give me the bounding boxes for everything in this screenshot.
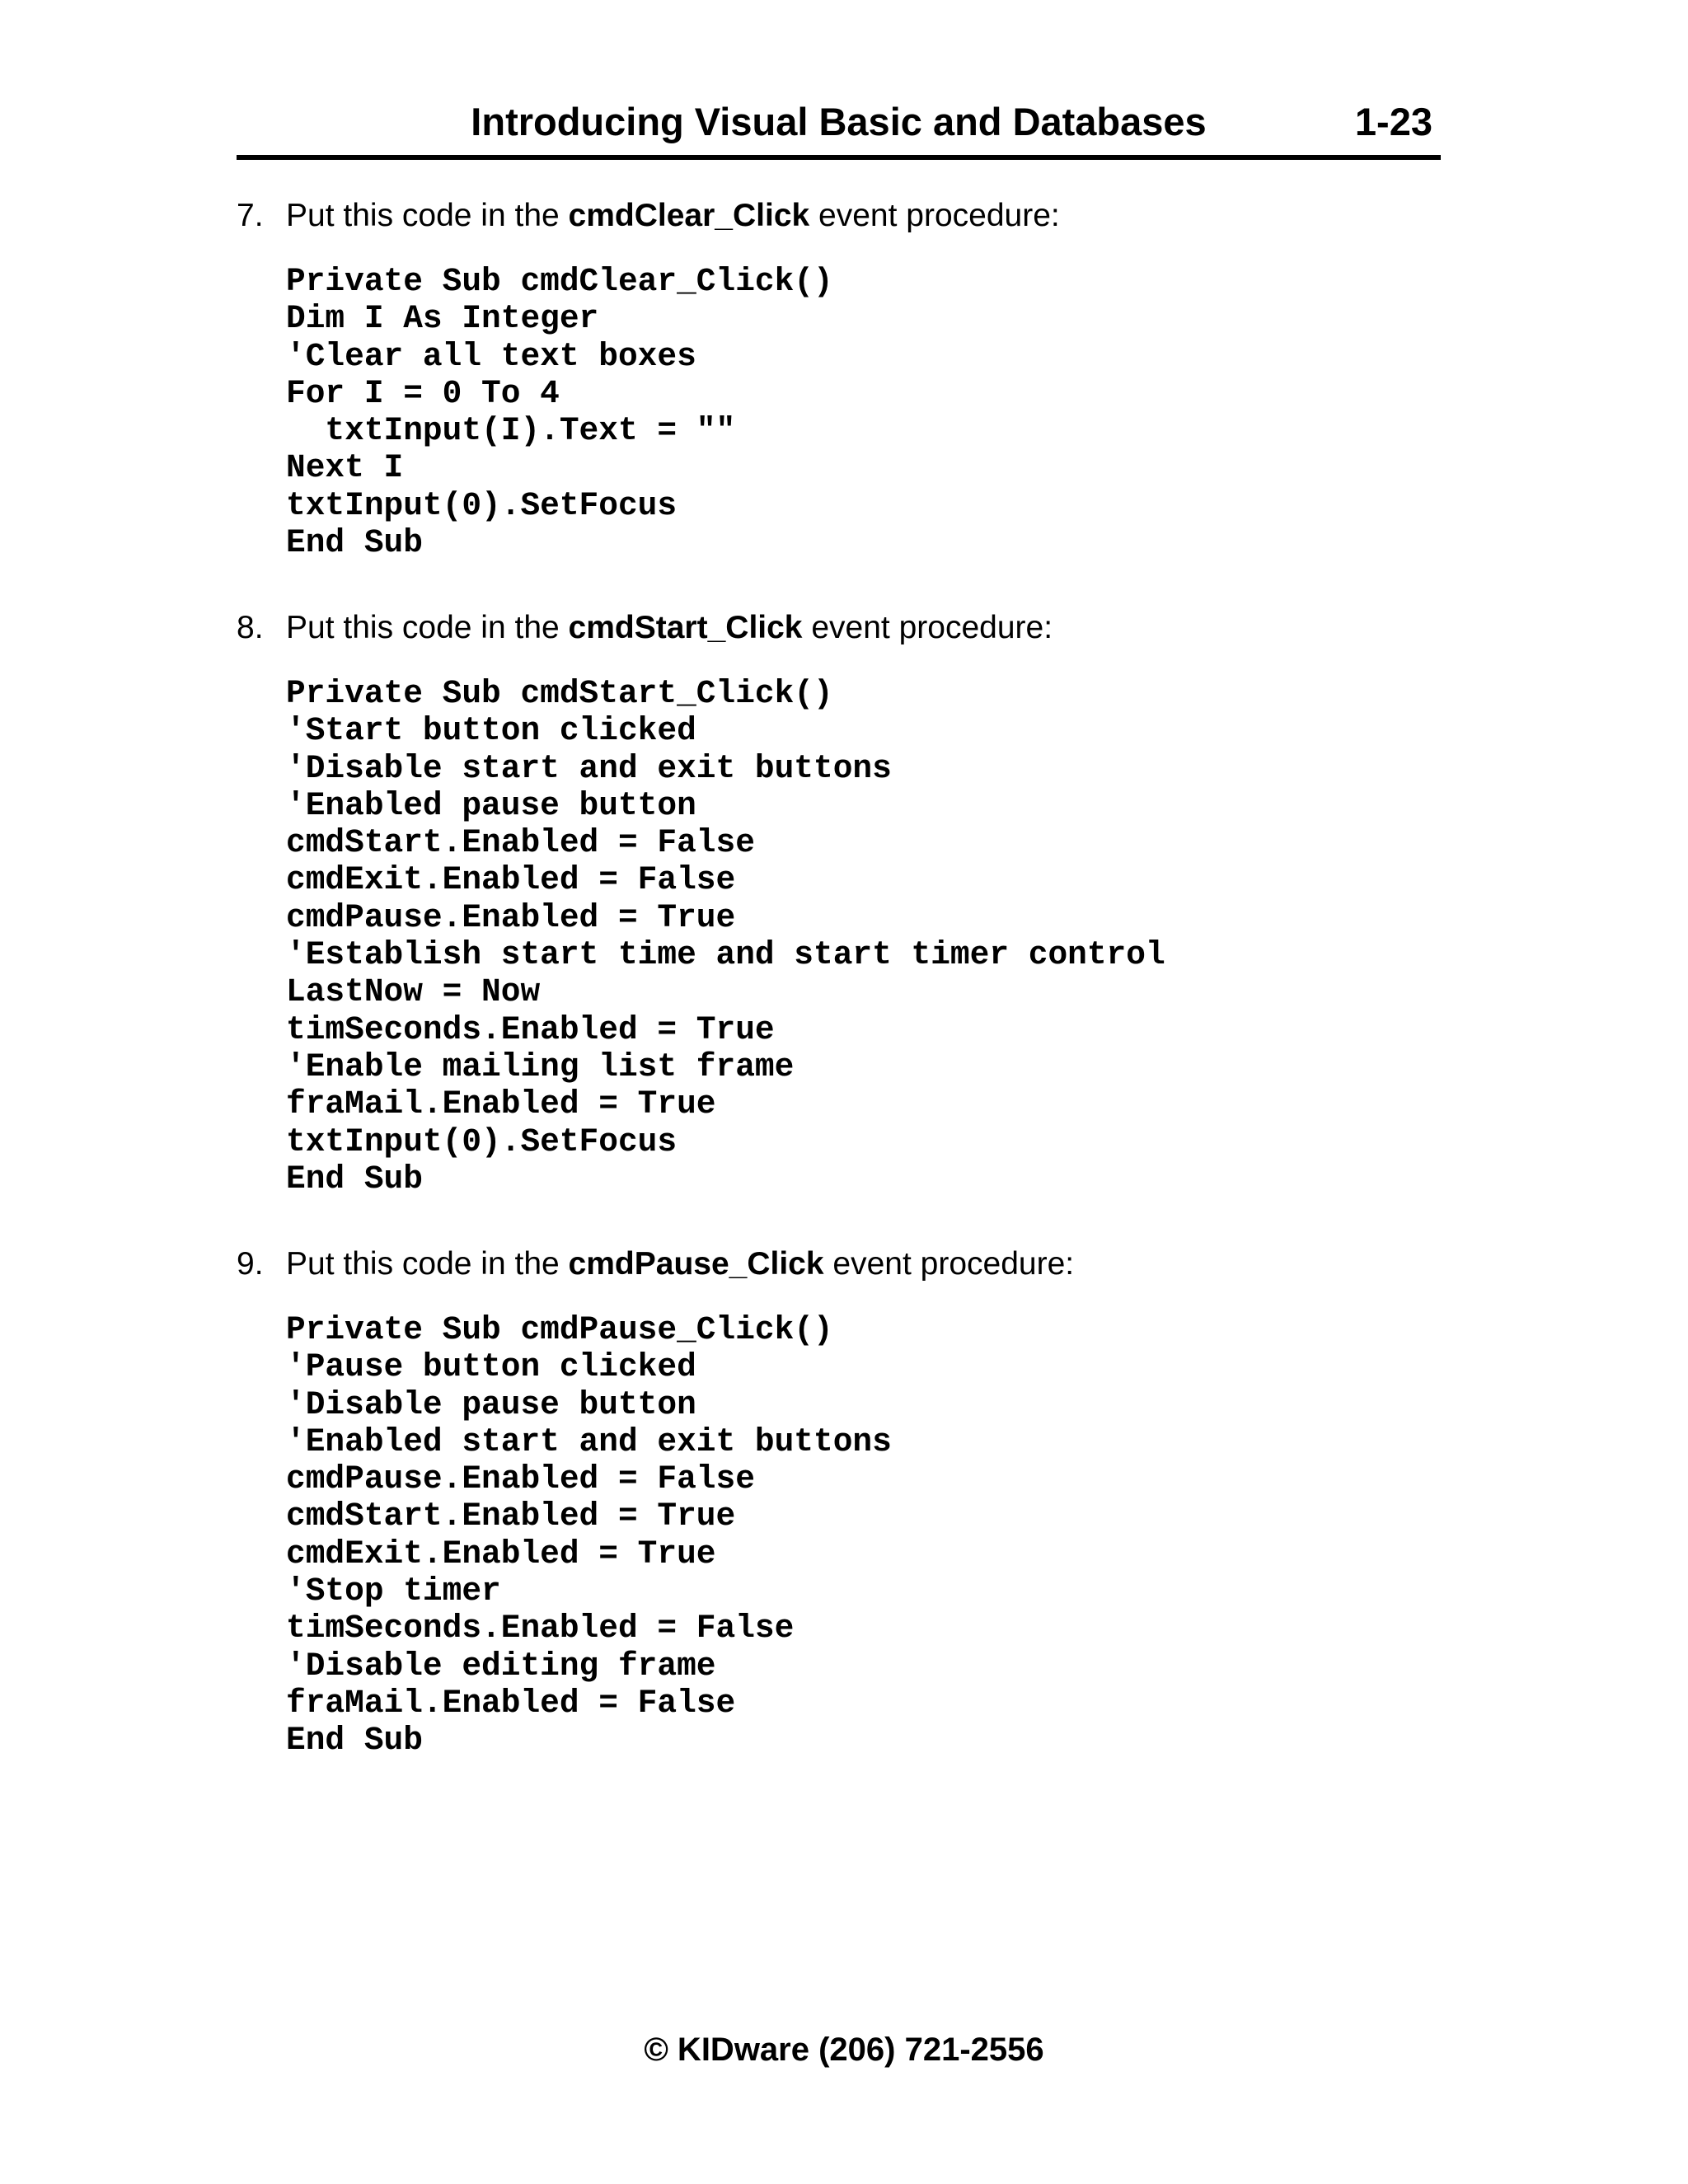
step-number: 8.	[237, 610, 264, 645]
code-block: Private Sub cmdStart_Click() 'Start button clicked 'Disable start and exit buttons 'Enabled pause button cmdStart.Enabled = False cmdExit.Enabled = False cmdPause.Enabled = True 'Establish start time and start timer control LastNow = Now timSeconds.Enabled = True 'Enable mailing list frame fraMail.Enabled = True txtInput(0).SetFocus End Sub	[286, 675, 1165, 1197]
page-header	[237, 97, 1441, 160]
code-block: Private Sub cmdPause_Click() 'Pause button clicked 'Disable pause button 'Enabled start and exit buttons cmdPause.Enabled = False cmdStart.Enabled = True cmdExit.Enabled = True 'Stop timer timSeconds.Enabled = False 'Disable editing frame fraMail.Enabled = False End Sub	[286, 1311, 892, 1760]
step-intro-text: Put this code in the	[286, 610, 569, 645]
step-number: 7.	[237, 198, 264, 233]
step-instruction	[237, 195, 1390, 237]
step-intro-text: Put this code in the	[286, 1246, 569, 1282]
header-divider	[237, 155, 1441, 160]
page-footer: © KIDware (206) 721-2556	[644, 2032, 1044, 2068]
step-outro-text: event procedure:	[809, 198, 1060, 233]
page-title: Introducing Visual Basic and Databases	[471, 100, 1207, 143]
step-outro-text: event procedure:	[823, 1246, 1075, 1282]
page-number: 1-23	[1354, 100, 1432, 143]
step-instruction	[237, 1244, 1390, 1285]
step-9	[237, 1244, 1390, 1760]
procedure-name: cmdPause_Click	[568, 1246, 824, 1282]
step-8	[237, 607, 1390, 1197]
step-instruction	[237, 607, 1390, 649]
step-outro-text: event procedure:	[802, 610, 1053, 645]
code-block: Private Sub cmdClear_Click() Dim I As Integer 'Clear all text boxes For I = 0 To 4 txtInput(I).Text = "" Next I txtInput(0).SetFocus End Sub	[286, 263, 833, 562]
step-7	[237, 195, 1390, 561]
step-intro-text: Put this code in the	[286, 198, 569, 233]
procedure-name: cmdClear_Click	[568, 198, 810, 233]
step-number: 9.	[237, 1246, 264, 1282]
procedure-name: cmdStart_Click	[568, 610, 803, 645]
